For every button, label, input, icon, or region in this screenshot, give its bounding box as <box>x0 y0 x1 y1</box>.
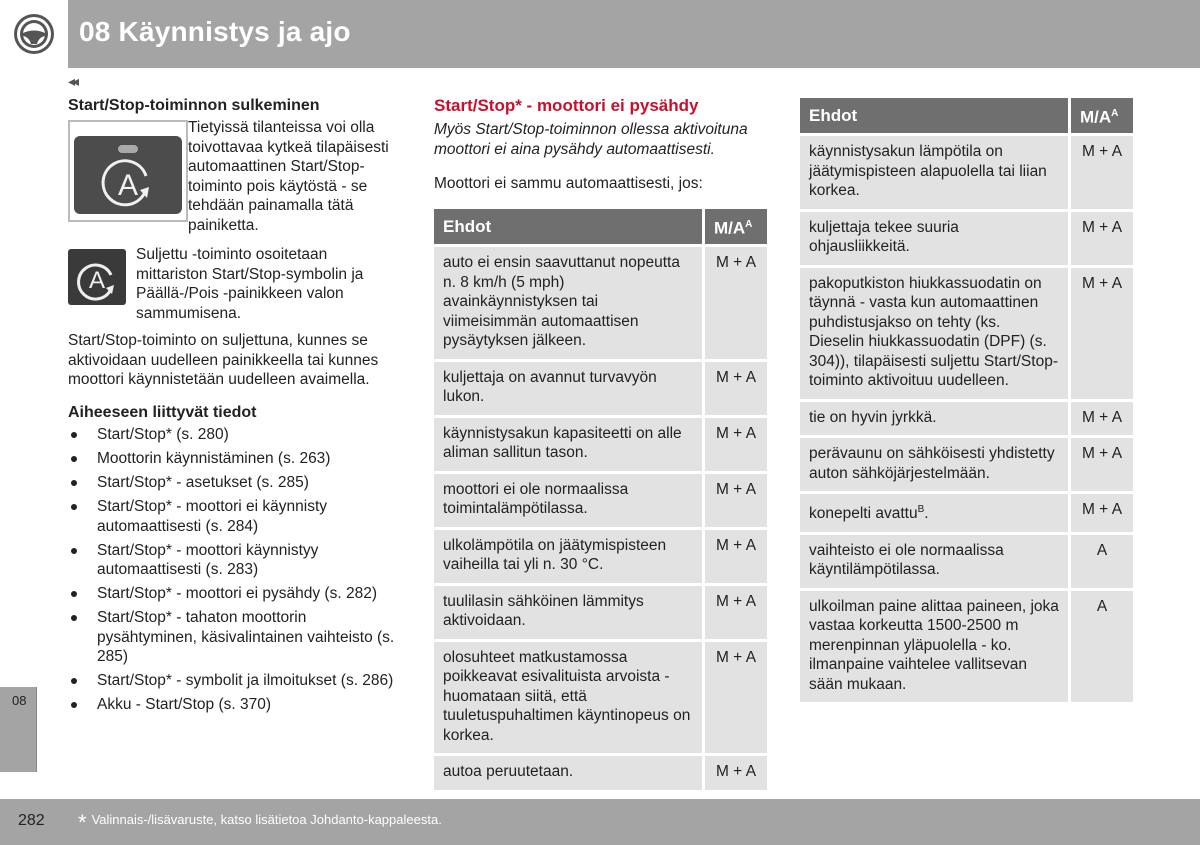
start-stop-button-image <box>68 120 188 222</box>
svg-text:A: A <box>117 169 139 202</box>
section-heading-red: Start/Stop* - moottori ei pysähdy <box>434 96 699 115</box>
column-left <box>68 96 400 713</box>
condition-cell: vaihteisto ei ole normaalissa käyntilämpötilassa. <box>800 535 1068 588</box>
section-heading: Start/Stop-toiminnon sulkeminen <box>68 97 320 114</box>
related-link[interactable]: Moottorin käynnistäminen (s. 263) <box>68 449 402 469</box>
header-ma-sup: A <box>1111 108 1119 119</box>
condition-cell <box>800 494 1068 532</box>
ma-cell: M + A <box>1068 268 1133 399</box>
condition-cell: olosuhteet matkustamossa poikkeavat esivalituista arvoista - huomataan siitä, että tuuletuspuhaltimen käyntinopeus on korkea. <box>434 642 702 754</box>
conditions-table-1 <box>434 206 767 793</box>
table-row <box>434 642 767 754</box>
header-ma <box>702 209 767 244</box>
related-links-list <box>68 425 402 719</box>
related-link[interactable]: Start/Stop* - moottori ei käynnisty automaattisesti (s. 284) <box>68 497 402 536</box>
table-row <box>800 438 1133 491</box>
ma-cell: M + A <box>702 362 767 415</box>
ma-cell: M + A <box>702 474 767 527</box>
condition-cell: käynnistysakun lämpötila on jäätymispisteen alapuolella tai liian korkea. <box>800 136 1068 209</box>
symbol-description: Suljettu -toiminto osoitetaan mittariston Start/Stop-symbolin ja Päällä-/Pois -painikkeen valon sammumisena. <box>136 246 364 322</box>
table-row <box>434 247 767 359</box>
related-link[interactable]: Start/Stop* - tahaton moottorin pysähtyminen, käsivalintainen vaihteisto (s. 285) <box>68 608 402 667</box>
ma-cell: A <box>1068 591 1133 703</box>
header-conditions: Ehdot <box>800 98 1068 133</box>
table-row <box>434 586 767 639</box>
ma-cell: M + A <box>1068 494 1133 532</box>
condition-cell: auto ei ensin saavuttanut nopeutta n. 8 km/h (5 mph) avainkäynnistyksen tai viimeisimmän automaattisen pysäytyksen jälkeen. <box>434 247 702 359</box>
table-row <box>434 362 767 415</box>
header-ma-label: M/A <box>1080 107 1112 127</box>
condition-cell: ulkolämpötila on jäätymispisteen vaiheilla tai yli n. 30 °C. <box>434 530 702 583</box>
ma-cell: A <box>1068 535 1133 588</box>
condition-end: . <box>924 505 929 523</box>
condition-cell: autoa peruutetaan. <box>434 756 702 790</box>
condition-cell: moottori ei ole normaalissa toimintalämpötilassa. <box>434 474 702 527</box>
ma-cell: M + A <box>702 756 767 790</box>
footnote-star: * <box>78 810 87 835</box>
auto-start-stop-off-icon <box>68 249 126 305</box>
table-row <box>800 494 1133 532</box>
header-ma <box>1068 98 1133 133</box>
ma-cell: M + A <box>702 247 767 359</box>
ma-cell: M + A <box>1068 438 1133 491</box>
conditions-table-2 <box>800 95 1133 705</box>
table-row <box>434 418 767 471</box>
table-row <box>800 268 1133 399</box>
side-tab-label: 08 <box>12 693 27 708</box>
table-header-row <box>434 209 767 244</box>
button-face <box>74 136 182 214</box>
table-row <box>434 530 767 583</box>
table-row <box>800 136 1133 209</box>
related-link[interactable]: Start/Stop* (s. 280) <box>68 425 402 445</box>
footnote-marker: B <box>917 504 925 516</box>
header-icon-area <box>0 0 68 68</box>
condition-cell: kuljettaja tekee suuria ohjausliikkeitä. <box>800 212 1068 265</box>
closed-paragraph: Start/Stop-toiminto on suljettuna, kunnes se aktivoidaan uudelleen painikkeella tai kunnes moottori käynnistetään uudelleen avaimella. <box>68 332 379 388</box>
header-ma-sup: A <box>745 219 753 230</box>
related-link[interactable]: Start/Stop* - symbolit ja ilmoitukset (s. 286) <box>68 671 402 691</box>
related-link[interactable]: Start/Stop* - moottori ei pysähdy (s. 282) <box>68 584 402 604</box>
table-header-row <box>800 98 1133 133</box>
chapter-title: 08 Käynnistys ja ajo <box>79 16 351 47</box>
related-link[interactable]: Start/Stop* - asetukset (s. 285) <box>68 473 402 493</box>
header-ma-label: M/A <box>714 218 746 238</box>
footnote-text: Valinnais-/lisävaruste, katso lisätietoa Johdanto-kappaleesta. <box>91 812 442 827</box>
chapter-side-tab[interactable] <box>0 687 37 772</box>
condition-cell: perävaunu on sähköisesti yhdistetty auton sähköjärjestelmään. <box>800 438 1068 491</box>
svg-text:A: A <box>88 267 106 294</box>
button-description: Tietyissä tilanteissa voi olla toivottavaa kytkeä tilapäisesti automaattinen Start/Stop-toiminto pois käytöstä - se tehdään painamalla tätä painiketta. <box>188 119 389 234</box>
ma-cell: M + A <box>1068 136 1133 209</box>
auto-start-stop-icon <box>74 136 182 214</box>
table-row <box>434 756 767 790</box>
table-row <box>800 591 1133 703</box>
condition-cell: tuulilasin sähköinen lämmitys aktivoidaan. <box>434 586 702 639</box>
intro-text: Myös Start/Stop-toiminnon ollessa aktivoituna moottori ei aina pysähdy automaattisesti. <box>434 121 748 158</box>
steering-wheel-icon <box>13 13 55 55</box>
page-footer <box>0 799 1200 845</box>
ma-cell: M + A <box>702 418 767 471</box>
no-stop-text: Moottori ei sammu automaattisesti, jos: <box>434 175 703 192</box>
column-middle <box>434 96 766 192</box>
header-conditions: Ehdot <box>434 209 702 244</box>
ma-cell: M + A <box>702 586 767 639</box>
condition-cell: tie on hyvin jyrkkä. <box>800 402 1068 436</box>
table-row <box>800 212 1133 265</box>
page-header <box>0 0 1200 68</box>
ma-cell: M + A <box>702 530 767 583</box>
related-heading: Aiheeseen liittyvät tiedot <box>68 404 257 421</box>
condition-cell: ulkoilman paine alittaa paineen, joka vastaa korkeutta 1500-2500 m merenpinnan yläpuolella - ko. ilmanpaine vaihtelee vallitsevan sään mukaan. <box>800 591 1068 703</box>
page-number: 282 <box>18 812 45 829</box>
condition-text: konepelti avattu <box>809 505 918 523</box>
back-arrows-icon[interactable]: ◂◂ <box>68 73 77 89</box>
table-row <box>800 535 1133 588</box>
related-link[interactable]: Start/Stop* - moottori käynnistyy automaattisesti (s. 283) <box>68 541 402 580</box>
footnote <box>78 810 442 836</box>
page-number-area <box>0 799 68 845</box>
related-link[interactable]: Akku - Start/Stop (s. 370) <box>68 695 402 715</box>
condition-cell: pakoputkiston hiukkassuodatin on täynnä - vasta kun automaattinen puhdistusjakso on tehty (ks. Dieselin hiukkassuodatin (DPF) (s. 304)), tilapäisesti suljettu Start/Stop-toiminto aktivoituu uudelleen. <box>800 268 1068 399</box>
start-stop-symbol <box>68 249 126 305</box>
ma-cell: M + A <box>702 642 767 754</box>
ma-cell: M + A <box>1068 212 1133 265</box>
condition-cell: kuljettaja on avannut turvavyön lukon. <box>434 362 702 415</box>
condition-cell: käynnistysakun kapasiteetti on alle aliman sallitun tason. <box>434 418 702 471</box>
table-row <box>434 474 767 527</box>
ma-cell: M + A <box>1068 402 1133 436</box>
table-row <box>800 402 1133 436</box>
